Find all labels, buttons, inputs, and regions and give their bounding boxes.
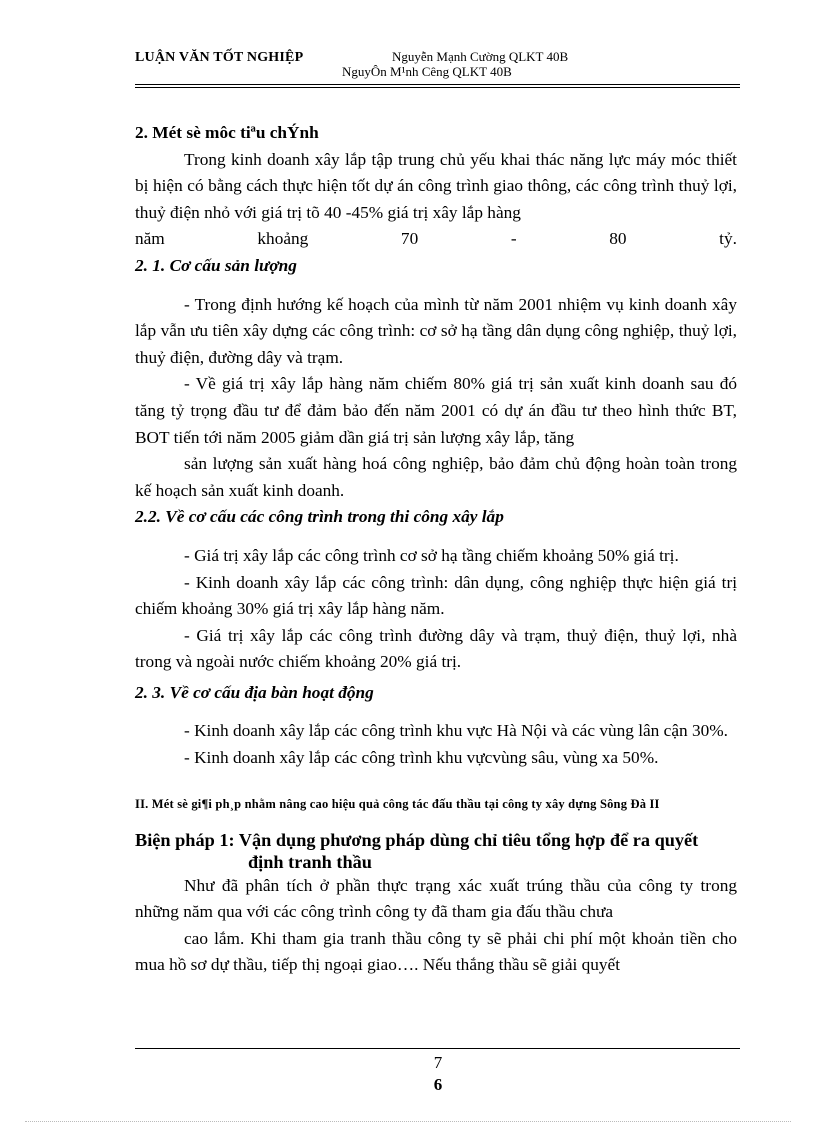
author-line-2: NguyÔn M¹nh Cêng QLKT 40B bbox=[342, 64, 512, 79]
word: 80 bbox=[609, 229, 627, 249]
footer-rule bbox=[135, 1048, 740, 1049]
section-2-1-paragraph-1: - Trong định hướng kế hoạch của mình từ năm 2001 nhiệm vụ kinh doanh xây lắp vẫn ưu tiên xây dựng các công trình: cơ sở hạ tầng dân dụng công nghiệp, thuỷ lợi, thuỷ điện, đường dây và trạm. bbox=[135, 294, 737, 367]
section-2-1-paragraph-3: sản lượng sản xuất hàng hoá công nghiệp, bảo đảm chủ động hoàn toàn trong kế hoạch sản xuất kinh doanh. bbox=[135, 454, 737, 500]
thesis-label: LUẬN VĂN TỐT NGHIỆP bbox=[135, 50, 304, 65]
word: 70 bbox=[400, 229, 419, 249]
header-rule-bottom bbox=[135, 87, 740, 88]
section-2-1-paragraph-2: - Về giá trị xây lắp hàng năm chiếm 80% giá trị sản xuất kinh doanh sau đó tăng tỷ trọng đầu tư để đảm bảo đến năm 2001 có dự án đầu tư theo hình thức BT, BOT tiến tới năm 2005 giảm dần giá trị sản lượng xây lắp, tăng bbox=[135, 374, 737, 447]
section-2-2-paragraph-1: - Giá trị xây lắp các công trình cơ sở hạ tầng chiếm khoảng 50% giá trị. bbox=[184, 545, 679, 565]
author-line-1: Nguyễn Mạnh Cường QLKT 40B bbox=[392, 49, 569, 64]
section-2-3-paragraph-2: - Kinh doanh xây lắp các công trình khu vựcvùng sâu, vùng xa 50%. bbox=[184, 748, 659, 768]
header-rule-top bbox=[135, 84, 740, 85]
section-2-3-heading: 2. 3. Về cơ cấu địa bàn hoạt động bbox=[135, 682, 374, 702]
measure-1-paragraph-1: Như đã phân tích ở phần thực trạng xác xuất trúng thầu của công ty trong những năm qua với các công trình công ty đã tham gia đấu thầu chưa bbox=[135, 875, 737, 922]
section-2-3-paragraph-1: - Kinh doanh xây lắp các công trình khu vực Hà Nội và các vùng lân cận 30%. bbox=[184, 721, 728, 741]
section-2-2-heading: 2.2. Về cơ cấu các công trình trong thi công xây lắp bbox=[135, 507, 504, 527]
page-number: 6 bbox=[433, 1075, 443, 1094]
word: - bbox=[510, 229, 517, 249]
section-II-heading: II. Mét sè gi¶i ph¸p nhằm nâng cao hiệu quả công tác đấu thầu tại công ty xây dựng Sông Đà II bbox=[135, 796, 660, 811]
section-2-paragraph-last-line bbox=[135, 226, 737, 253]
word: năm bbox=[135, 229, 165, 249]
page-number-small: 7 bbox=[433, 1053, 443, 1072]
page-break-line bbox=[25, 1121, 791, 1122]
section-2-1-heading: 2. 1. Cơ cấu sản lượng bbox=[135, 255, 297, 275]
page-body bbox=[135, 120, 737, 979]
measure-1-heading-line-2: định tranh thầu bbox=[248, 851, 372, 872]
measure-1-heading: Biện pháp 1: Vận dụng phương pháp dùng chỉ tiêu tổng hợp để ra quyết bbox=[135, 829, 699, 850]
measure-1-paragraph-2: cao lắm. Khi tham gia tranh thầu công ty sẽ phải chi phí một khoản tiền cho mua hồ sơ dự thầu, tiếp thị ngoại giao…. Nếu thắng thầu sẽ giải quyết bbox=[135, 928, 737, 975]
section-2-2-paragraph-2: - Kinh doanh xây lắp các công trình: dân dụng, công nghiệp thực hiện giá trị chiếm khoảng 30% giá trị xây lắp hàng năm. bbox=[135, 572, 737, 619]
word: tỷ. bbox=[719, 229, 737, 249]
section-2-2-paragraph-3: - Giá trị xây lắp các công trình đường dây và trạm, thuỷ điện, thuỷ lợi, nhà trong và ngoài nước chiếm khoảng 20% giá trị. bbox=[135, 625, 737, 672]
page-header bbox=[135, 46, 740, 86]
section-2-paragraph: Trong kinh doanh xây lắp tập trung chủ yếu khai thác năng lực máy móc thiết bị hiện có bằng cách thực hiện tốt dự án công trình giao thông, các công trình thuỷ lợi, thuỷ điện nhỏ với giá trị tõ 40 -45% giá trị xây lắp hàng bbox=[135, 149, 737, 222]
word: khoảng bbox=[257, 229, 309, 249]
section-2-heading: 2. Mét sè môc tiªu chÝnh bbox=[135, 123, 319, 142]
